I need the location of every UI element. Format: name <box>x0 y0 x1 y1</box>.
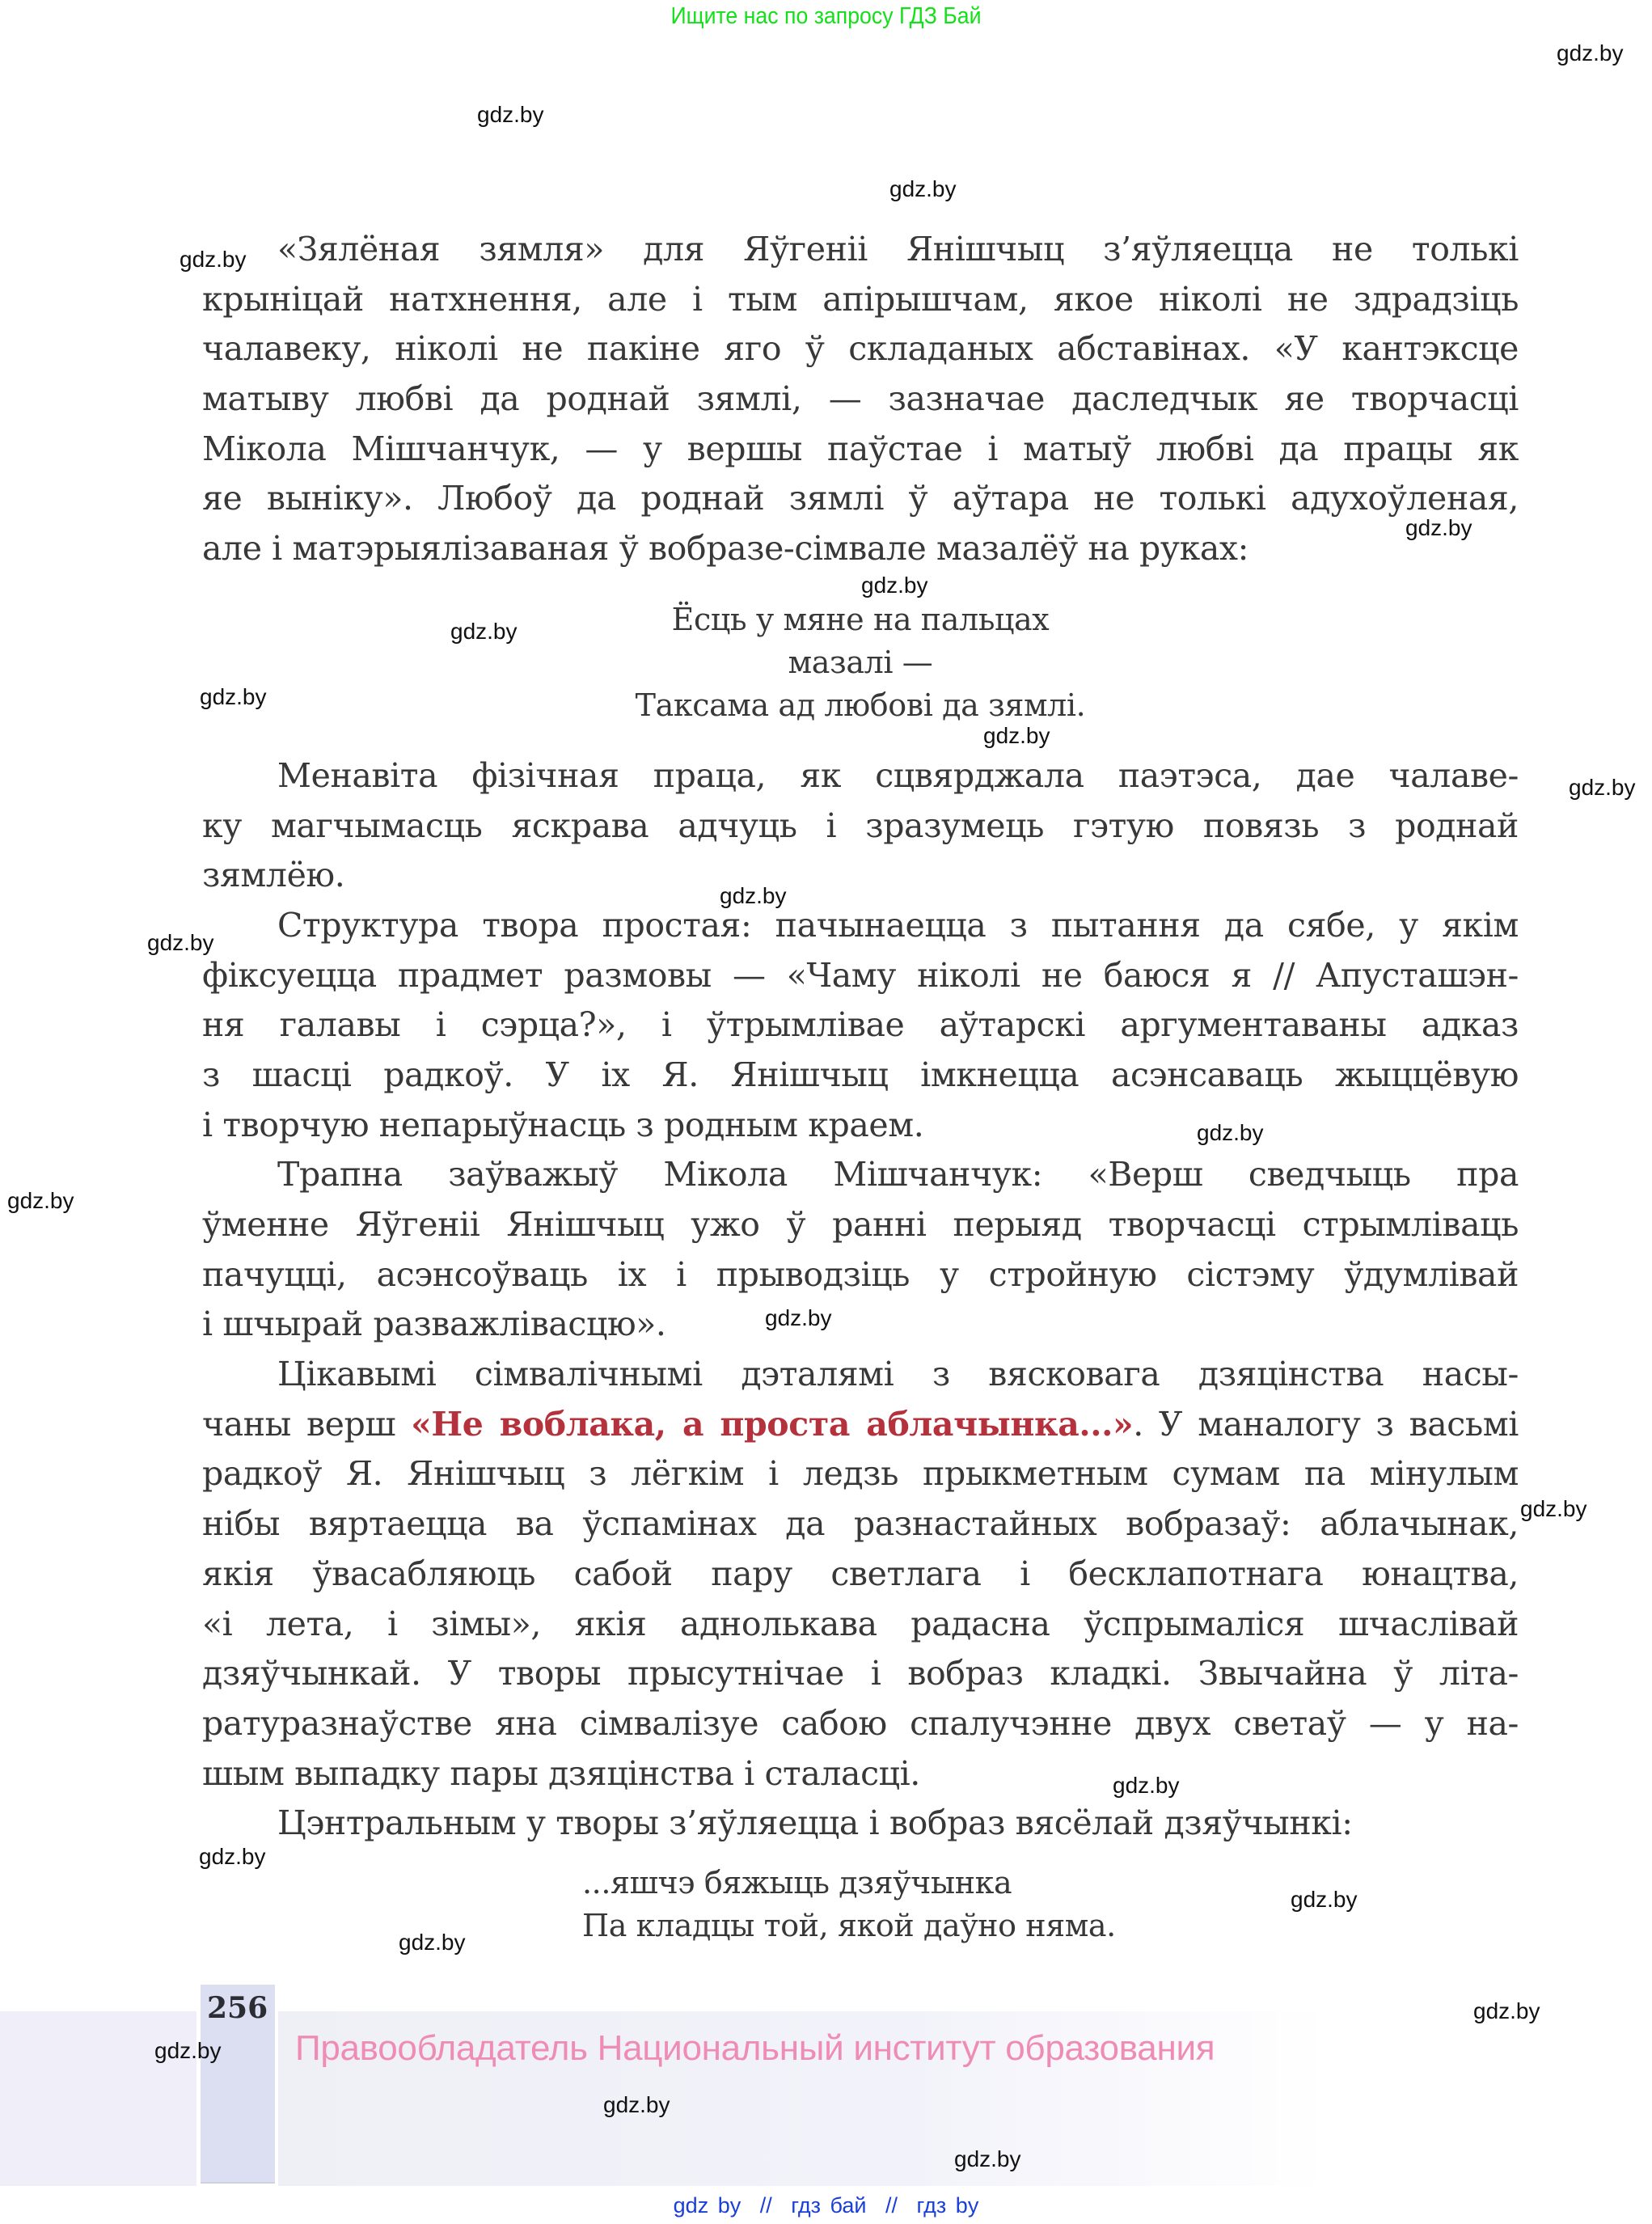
watermark: gdz.by <box>1569 775 1636 800</box>
poem-line: Ёсць у мяне на пальцах <box>671 601 1050 637</box>
text-line: і творчую непарыўнасць з родным краем. <box>202 1105 924 1144</box>
footer-links <box>0 2193 1652 2218</box>
text-line: чалавеку, ніколі не пакіне яго ў складаных абставінах. «У кантэксце <box>202 329 1519 369</box>
search-banner: Ищите нас по запросу ГДЗ Бай <box>670 3 982 29</box>
text-line: Цікавымі сімвалічнымі дэталямі з вясковага дзяцінства насы- <box>277 1355 1519 1394</box>
watermark: gdz.by <box>1520 1496 1587 1521</box>
watermark: gdz.by <box>889 176 957 201</box>
watermark: gdz.by <box>399 1930 466 1955</box>
text-line: нібы вяртаецца ва ўспамінах да разнастайных вобразаў: аблачынак, <box>202 1504 1519 1544</box>
text-line: Мікола Мішчанчук, — у вершы паўстае і матыў любві да працы як <box>202 429 1519 468</box>
text-line: чаны верш «Не воблака, а проста аблачынка...». У маналогу з васьмі <box>202 1404 1519 1444</box>
text-line: ратуразнаўстве яна сімвалізуе сабою спалучэнне двух светаў — у на- <box>202 1703 1519 1743</box>
watermark: gdz.by <box>7 1188 74 1213</box>
watermark: gdz.by <box>154 2038 222 2063</box>
text-line: ўменне Яўгеніі Янішчыц ужо ў ранні перыяд творчасці стрымліваць <box>202 1205 1519 1244</box>
poem-line: Таксама ад любові да зямлі. <box>635 687 1086 723</box>
watermark: gdz.by <box>147 930 214 955</box>
watermark: gdz.by <box>450 619 518 644</box>
poem-line: мазалі — <box>788 644 933 680</box>
watermark: gdz.by <box>200 684 267 709</box>
page-number: 256 <box>207 1991 268 2025</box>
text-line: крыніцай натхнення, але і тым апірышчам, якое ніколі не здрадзіць <box>202 279 1519 319</box>
text-line: ку магчымасць яскрава адчуць і зразумець гэтую повязь з роднай <box>202 805 1519 845</box>
poem-line: Па кладцы той, якой даўно няма. <box>582 1907 1116 1943</box>
page-text <box>202 225 1519 1947</box>
text-line: якія ўвасабляюць сабой пару светлага і бесклапотнага юнацтва, <box>202 1554 1519 1593</box>
watermark: gdz.by <box>954 2146 1021 2171</box>
text-line: «і лета, і зімы», якія аднолькава радасна ўспрымаліся шчаслівай <box>202 1604 1519 1643</box>
text-line: ня галавы і сэрца?», і ўтрымлівае аўтарскі аргументаваны адказ <box>202 1005 1519 1045</box>
footer-link-gdz-bai[interactable]: гдз бай <box>791 2193 867 2218</box>
text-line: дзяўчынкай. У творы прысутнічае і вобраз кладкі. Звычайна ў літа- <box>202 1654 1519 1693</box>
poem-title: «Не воблака, а проста аблачынка...» <box>411 1404 1134 1444</box>
text-line: яе выніку». Любоў да роднай зямлі ў аўтара не толькі адухоўленая, <box>202 479 1519 518</box>
watermark: gdz.by <box>1197 1120 1264 1145</box>
text-line: і шчырай разважлівасцю». <box>202 1304 666 1344</box>
text-line: шым выпадку пары дзяцінства і сталасці. <box>202 1753 920 1793</box>
watermark: gdz.by <box>477 102 544 127</box>
footer-link-gdz-by-cyr[interactable]: гдз by <box>916 2193 979 2218</box>
watermark: gdz.by <box>1405 515 1472 540</box>
footer-separator: // <box>885 2193 898 2218</box>
watermark: gdz.by <box>199 1844 266 1869</box>
text-line: матыву любві да роднай зямлі, — зазначае даследчык яе творчасці <box>202 379 1519 419</box>
text-line: радкоў Я. Янішчыц з лёгкім і ледзь прыкметным сумам па мінулым <box>202 1454 1519 1494</box>
footer-link-gdz-by[interactable]: gdz by <box>673 2193 741 2218</box>
text-line: фіксуецца прадмет размовы — «Чаму ніколі не баюся я // Апусташэн- <box>202 955 1519 995</box>
text-line: Трапна заўважыў Мікола Мішчанчук: «Верш сведчыць пра <box>277 1155 1519 1194</box>
text-line: з шасці радкоў. У іх Я. Янішчыц імкнецца асэнсаваць жыццёвую <box>202 1055 1519 1094</box>
watermark: gdz.by <box>861 573 928 598</box>
text-line: «Зялёная зямля» для Яўгеніі Янішчыц з’яўляецца не толькі <box>277 230 1519 268</box>
watermark: gdz.by <box>180 247 247 272</box>
copyright-notice: Правообладатель Национальный институт образования <box>295 2028 1215 2068</box>
text-line: Менавіта фізічная праца, як сцвярджала паэтэса, дае чалаве- <box>277 755 1519 795</box>
text-line: пачуцці, асэнсоўваць іх і прыводзіць у стройную сістэму ўдумлівай <box>202 1254 1519 1294</box>
text-line: але і матэрыялізаваная ў вобразе-сімвале мазалёў на руках: <box>202 529 1249 569</box>
watermark: gdz.by <box>1113 1773 1180 1798</box>
text-line: Цэнтральным у творы з’яўляецца і вобраз вясёлай дзяўчынкі: <box>277 1803 1353 1843</box>
poem-line: ...яшчэ бяжыць дзяўчынка <box>582 1864 1012 1901</box>
watermark: gdz.by <box>603 2092 670 2117</box>
watermark: gdz.by <box>720 883 787 908</box>
watermark: gdz.by <box>1557 40 1624 66</box>
watermark: gdz.by <box>1473 1998 1540 2023</box>
footer-separator: // <box>759 2193 772 2218</box>
text-line: Структура твора простая: пачынаецца з пытання да сябе, у якім <box>277 905 1519 945</box>
watermark: gdz.by <box>765 1305 832 1330</box>
text-line: зямлёю. <box>202 856 345 895</box>
watermark: gdz.by <box>983 723 1050 748</box>
watermark: gdz.by <box>1291 1887 1358 1912</box>
